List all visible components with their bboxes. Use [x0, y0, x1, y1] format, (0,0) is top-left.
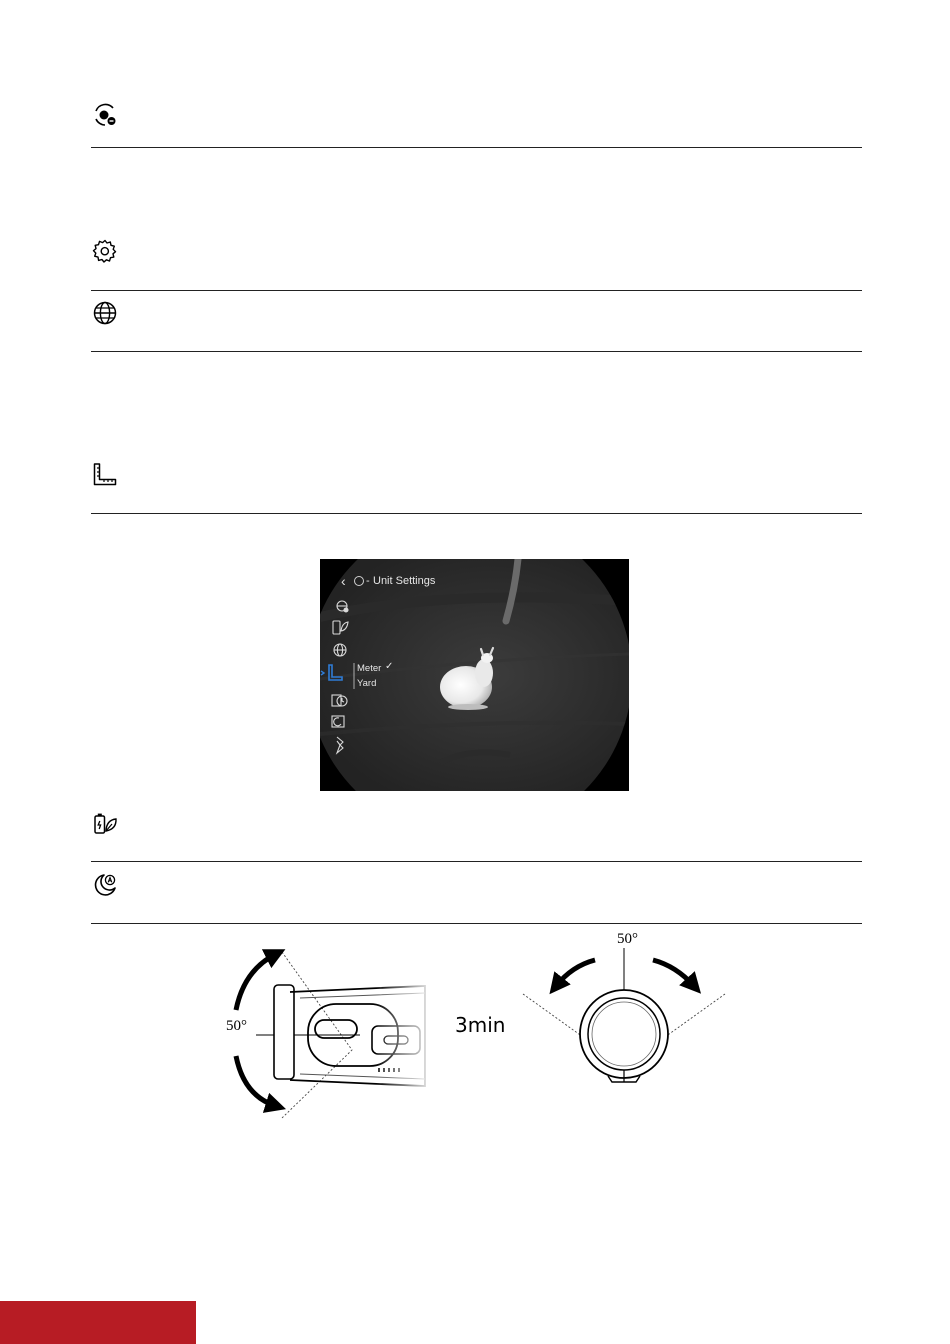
divider [91, 351, 862, 352]
title-separator: - [366, 575, 370, 587]
divider [91, 861, 862, 862]
option-meter[interactable]: Meter [357, 663, 382, 674]
thermal-scene [320, 559, 629, 791]
option-yard[interactable]: Yard [357, 678, 377, 689]
back-arrow[interactable]: ‹ [341, 573, 346, 589]
divider [91, 513, 862, 514]
sleep-timeout: 3min [455, 1013, 506, 1037]
device-front-view [523, 948, 725, 1082]
night-vision-mode-icon [92, 102, 118, 128]
divider [91, 923, 862, 924]
settings-gear-icon [92, 238, 118, 264]
divider [91, 147, 862, 148]
auto-sleep-icon [92, 872, 118, 898]
side-tilt-angle: 50° [226, 1018, 247, 1034]
screen-settings-icon [354, 576, 364, 586]
device-side-view [236, 952, 435, 1118]
power-saving-icon [92, 811, 118, 837]
screen-title: Unit Settings [373, 575, 436, 587]
selected-checkmark: ✓ [385, 661, 394, 672]
unit-ruler-icon [92, 462, 118, 488]
footer-accent-bar [0, 1301, 196, 1344]
unit-settings-screenshot [320, 559, 629, 791]
divider [91, 290, 862, 291]
front-tilt-angle: 50° [617, 931, 638, 947]
globe-icon [92, 300, 118, 326]
